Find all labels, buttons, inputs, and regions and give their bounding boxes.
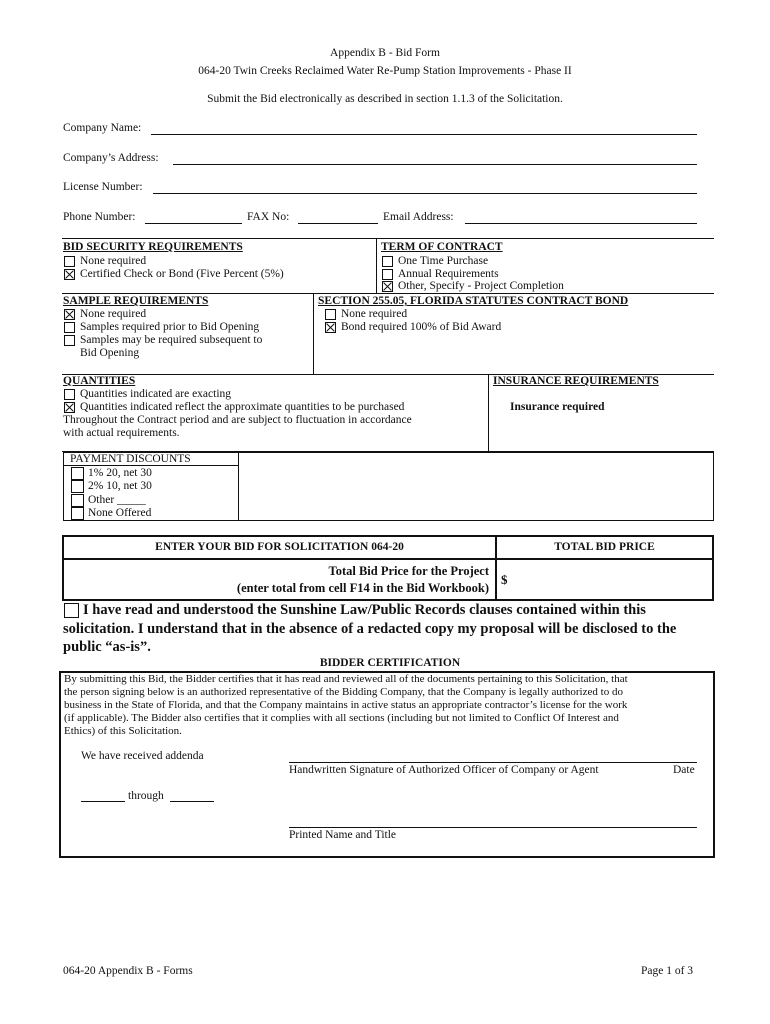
contract-bond-heading: SECTION 255.05, FLORIDA STATUTES CONTRACT BOND (318, 295, 629, 307)
bid-security-heading: BID SECURITY REQUIREMENTS (63, 241, 243, 253)
bond-none-label: None required (341, 308, 408, 320)
signature-label: Handwritten Signature of Authorized Officer of Company or Agent (289, 764, 599, 776)
license-number-input[interactable] (153, 193, 697, 194)
sample-none-label: None required (80, 308, 147, 320)
payment-discounts-heading: PAYMENT DISCOUNTS (70, 453, 191, 465)
discount-other-checkbox[interactable] (71, 494, 84, 507)
addenda-from-input[interactable] (81, 801, 125, 802)
bid-table-left-header: ENTER YOUR BID FOR SOLICITATION 064-20 (155, 541, 404, 553)
form-title: Appendix B - Bid Form (330, 47, 440, 59)
bid-security-bond-checkbox[interactable] (64, 269, 75, 280)
grid-divider (62, 293, 714, 294)
term-of-contract-heading: TERM OF CONTRACT (381, 241, 503, 253)
bond-required-label: Bond required 100% of Bid Award (341, 321, 502, 333)
quantities-approx-label: Quantities indicated reflect the approximate quantities to be purchased (80, 401, 405, 413)
fax-label: FAX No: (247, 211, 290, 223)
certification-text: business in the State of Florida, and that the Company maintains in active status an appropriate contractor’s license for the work (64, 699, 628, 711)
fax-input[interactable] (298, 223, 378, 224)
company-address-label: Company’s Address: (63, 152, 159, 164)
payment-discounts-divider (238, 452, 239, 521)
sample-prior-label: Samples required prior to Bid Opening (80, 321, 260, 333)
footer-document-name: 064-20 Appendix B - Forms (63, 965, 193, 977)
insurance-value: Insurance required (510, 401, 605, 413)
certification-text: (if applicable). The Bidder also certifies that it complies with all sections (including but not limited to Conflict Of Interest and (64, 712, 619, 724)
quantities-approx-checkbox[interactable] (64, 402, 75, 413)
discount-1-checkbox[interactable] (71, 467, 84, 480)
certification-text: Ethics) of this Solicitation. (64, 725, 182, 737)
sunshine-text: solicitation. I understand that in the absence of a redacted copy my proposal will be disclosed to the (63, 621, 677, 637)
total-bid-price-input[interactable] (512, 562, 710, 597)
discount-1-label: 1% 20, net 30 (88, 467, 152, 479)
sunshine-acknowledgement-checkbox[interactable] (64, 603, 79, 618)
term-one-time-checkbox[interactable] (382, 256, 393, 267)
company-name-label: Company Name: (63, 122, 142, 134)
signature-line[interactable] (289, 762, 697, 763)
discount-none-checkbox[interactable] (71, 507, 84, 520)
bid-table-right-header: TOTAL BID PRICE (554, 541, 655, 553)
grid-top-border (62, 238, 714, 239)
quantities-exact-label: Quantities indicated are exacting (80, 388, 232, 400)
quantities-heading: QUANTITIES (63, 375, 136, 387)
currency-symbol: $ (501, 572, 508, 587)
addenda-to-input[interactable] (170, 801, 214, 802)
discount-other-label: Other _____ (88, 494, 146, 506)
printed-name-label: Printed Name and Title (289, 829, 397, 841)
discount-2-checkbox[interactable] (71, 480, 84, 493)
company-address-input[interactable] (173, 164, 697, 165)
total-bid-label: Total Bid Price for the Project (328, 564, 489, 578)
discount-none-label: None Offered (88, 507, 152, 519)
grid-divider (376, 238, 377, 293)
term-annual-checkbox[interactable] (382, 269, 393, 280)
quantities-continuation: Throughout the Contract period and are subject to fluctuation in accordance (63, 414, 412, 426)
bid-security-none-checkbox[interactable] (64, 256, 75, 267)
form-subtitle: 064-20 Twin Creeks Reclaimed Water Re-Pump Station Improvements - Phase II (198, 65, 572, 77)
quantities-continuation: with actual requirements. (63, 427, 180, 439)
discount-2-label: 2% 10, net 30 (88, 480, 152, 492)
sunshine-text: public “as-is”. (63, 639, 151, 655)
term-other-label: Other, Specify - Project Completion (398, 280, 564, 292)
term-other-checkbox[interactable] (382, 281, 393, 292)
sample-subsequent-continuation: Bid Opening (80, 347, 140, 359)
total-bid-note: (enter total from cell F14 in the Bid Workbook) (236, 581, 489, 595)
through-label: through (128, 790, 164, 802)
certification-text: the person signing below is an authorized representative of the Bidding Company, that the Company is legally authorized to do (64, 686, 623, 698)
bid-table-divider (62, 558, 714, 560)
bid-security-bond-label: Certified Check or Bond (Five Percent (5%) (80, 268, 284, 280)
sample-none-checkbox[interactable] (64, 309, 75, 320)
submission-instruction: Submit the Bid electronically as described in section 1.1.3 of the Solicitation. (207, 93, 563, 105)
email-input[interactable] (465, 223, 697, 224)
sample-requirements-heading: SAMPLE REQUIREMENTS (63, 295, 209, 307)
addenda-label: We have received addenda (81, 750, 204, 762)
bond-required-checkbox[interactable] (325, 322, 336, 333)
certification-heading: BIDDER CERTIFICATION (319, 657, 461, 669)
date-label: Date (673, 764, 695, 776)
sample-subsequent-checkbox[interactable] (64, 335, 75, 346)
sample-prior-checkbox[interactable] (64, 322, 75, 333)
phone-number-label: Phone Number: (63, 211, 136, 223)
sunshine-text: I have read and understood the Sunshine Law/Public Records clauses contained within this (83, 602, 646, 618)
term-annual-label: Annual Requirements (398, 268, 499, 280)
phone-number-input[interactable] (145, 223, 242, 224)
sample-subsequent-label: Samples may be required subsequent to (80, 334, 263, 346)
printed-name-line[interactable] (289, 827, 697, 828)
quantities-exact-checkbox[interactable] (64, 389, 75, 400)
bid-security-none-label: None required (80, 255, 147, 267)
footer-page-number: Page 1 of 3 (641, 965, 694, 977)
certification-text: By submitting this Bid, the Bidder certifies that it has read and reviewed all of the documents pertaining to this Solicitation, that (64, 673, 628, 685)
company-name-input[interactable] (151, 134, 697, 135)
insurance-heading: INSURANCE REQUIREMENTS (493, 375, 659, 387)
bond-none-checkbox[interactable] (325, 309, 336, 320)
term-one-time-label: One Time Purchase (398, 255, 489, 267)
grid-divider (313, 293, 314, 374)
grid-divider (488, 374, 489, 451)
email-label: Email Address: (383, 211, 454, 223)
license-number-label: License Number: (63, 181, 143, 193)
